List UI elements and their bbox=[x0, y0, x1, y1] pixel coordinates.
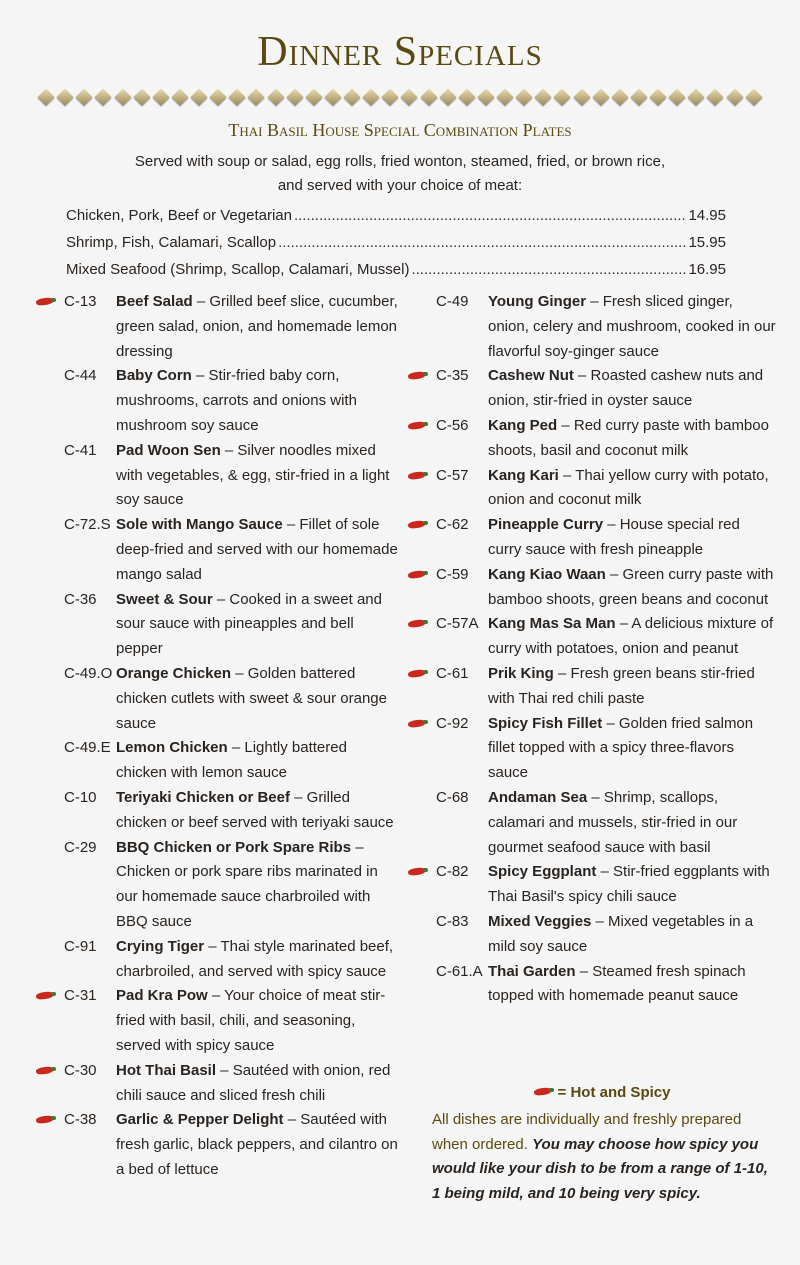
menu-item bbox=[406, 662, 776, 712]
item-code: C-68 bbox=[436, 788, 469, 806]
item-description bbox=[488, 712, 776, 786]
pepper-slot bbox=[406, 290, 436, 315]
leader-dots bbox=[294, 202, 686, 229]
item-detail: – Red curry paste with bamboo shoots, basil and coconut milk bbox=[488, 416, 769, 459]
pepper-slot bbox=[34, 736, 64, 761]
item-code: C-31 bbox=[64, 987, 97, 1005]
item-code: C-29 bbox=[64, 838, 97, 856]
item-code: C-92 bbox=[436, 714, 469, 732]
item-code: C-57 bbox=[436, 466, 469, 484]
menu-item bbox=[406, 786, 776, 860]
menu-item bbox=[34, 935, 400, 985]
diamond-ornament bbox=[152, 89, 169, 106]
pepper-slot bbox=[406, 960, 436, 985]
item-code: C-44 bbox=[64, 367, 97, 385]
item-code: C-13 bbox=[64, 293, 97, 310]
menu-item bbox=[34, 984, 400, 1058]
diamond-ornament bbox=[401, 89, 418, 106]
price-label: Shrimp, Fish, Calamari, Scallop bbox=[66, 234, 277, 251]
menu-item bbox=[34, 1059, 400, 1109]
item-description bbox=[488, 960, 776, 1010]
item-name: Andaman Sea bbox=[488, 788, 588, 806]
item-name: Hot Thai Basil bbox=[116, 1061, 217, 1079]
item-code: C-61 bbox=[436, 664, 469, 682]
menu-item bbox=[406, 612, 776, 662]
item-description bbox=[116, 736, 400, 786]
item-detail: – Silver noodles mixed with vegetables, & egg, stir-fried in a light soy sauce bbox=[116, 441, 390, 509]
diamond-ornament bbox=[420, 89, 437, 106]
pepper-slot bbox=[406, 712, 436, 737]
item-name: Kang Mas Sa Man bbox=[488, 615, 616, 633]
pepper-slot bbox=[406, 364, 436, 389]
item-description bbox=[488, 513, 776, 563]
item-description bbox=[116, 836, 400, 935]
item-code: C-41 bbox=[64, 441, 97, 459]
pepper-slot bbox=[34, 439, 64, 464]
chili-pepper-icon bbox=[408, 670, 428, 678]
menu-item bbox=[34, 290, 400, 364]
chili-pepper-icon bbox=[408, 720, 428, 728]
diamond-ornament bbox=[477, 89, 494, 106]
menu-item bbox=[406, 290, 776, 364]
item-name: Garlic & Pepper Delight bbox=[116, 1111, 284, 1129]
diamond-ornament bbox=[344, 89, 361, 106]
item-description bbox=[488, 786, 776, 860]
item-name: Pad Kra Pow bbox=[116, 987, 208, 1005]
decorative-border bbox=[40, 86, 760, 108]
item-description bbox=[488, 662, 776, 712]
diamond-ornament bbox=[745, 89, 762, 106]
menu-item bbox=[34, 1108, 400, 1182]
item-detail: – Roasted cashew nuts and onion, stir-fried in oyster sauce bbox=[488, 367, 764, 410]
item-detail: – Sautéed with onion, red chili sauce and sliced fresh chili bbox=[116, 1061, 391, 1104]
item-detail: – Mixed vegetables in a mild soy sauce bbox=[488, 912, 754, 955]
item-description bbox=[116, 513, 400, 587]
item-detail: – Thai style marinated beef, charbroiled, and served with spicy sauce bbox=[116, 937, 394, 980]
diamond-ornament bbox=[133, 89, 150, 106]
item-name: BBQ Chicken or Pork Spare Ribs bbox=[116, 838, 352, 856]
diamond-ornament bbox=[707, 89, 724, 106]
pepper-slot bbox=[406, 786, 436, 811]
item-description bbox=[488, 910, 776, 960]
item-code: C-62 bbox=[436, 516, 469, 534]
item-detail: – Shrimp, scallops, calamari and mussels, stir-fried in our gourmet seafood sauce with basil bbox=[488, 788, 738, 856]
menu-item bbox=[406, 712, 776, 786]
item-description bbox=[116, 1108, 400, 1182]
pepper-slot bbox=[406, 513, 436, 538]
item-description bbox=[116, 364, 400, 438]
menu-item bbox=[34, 588, 400, 662]
item-detail: – Cooked in a sweet and sour sauce with pineapples and bell pepper bbox=[116, 590, 382, 658]
diamond-ornament bbox=[229, 89, 246, 106]
price-label: Mixed Seafood (Shrimp, Scallop, Calamari, Mussel) bbox=[66, 261, 410, 278]
pepper-slot bbox=[34, 1059, 64, 1084]
menu-subtitle: Thai Basil House Special Combination Plates bbox=[228, 120, 572, 140]
item-detail: – Fresh green beans stir-fried with Thai red chili paste bbox=[488, 664, 755, 707]
diamond-ornament bbox=[57, 89, 74, 106]
item-detail: – House special red curry sauce with fresh pineapple bbox=[488, 516, 740, 558]
item-name: Kang Ped bbox=[488, 416, 558, 434]
item-detail: – Green curry paste with bamboo shoots, green beans and coconut bbox=[488, 565, 774, 608]
diamond-ornament bbox=[688, 89, 705, 106]
price-value: 15.95 bbox=[688, 234, 726, 251]
item-description bbox=[488, 464, 776, 514]
item-description bbox=[116, 662, 400, 736]
item-description bbox=[116, 984, 400, 1058]
menu-item bbox=[34, 439, 400, 513]
menu-item bbox=[34, 736, 400, 786]
item-detail: – Sautéed with fresh garlic, black peppers, and cilantro on a bed of lettuce bbox=[116, 1111, 398, 1178]
item-detail: – Stir-fried baby corn, mushrooms, carrots and onions with mushroom soy sauce bbox=[116, 367, 357, 434]
diamond-ornament bbox=[114, 89, 131, 106]
pepper-slot bbox=[34, 290, 64, 315]
menu-item bbox=[406, 860, 776, 910]
price-label: Chicken, Pork, Beef or Vegetarian bbox=[66, 207, 292, 224]
chili-pepper-icon bbox=[408, 868, 428, 876]
chili-pepper-icon bbox=[36, 1067, 56, 1075]
pepper-slot bbox=[34, 364, 64, 389]
item-name: Cashew Nut bbox=[488, 367, 574, 385]
chili-pepper-icon bbox=[408, 422, 428, 430]
menu-column-right bbox=[406, 290, 776, 1009]
item-code: C-61.A bbox=[436, 962, 483, 980]
pepper-slot bbox=[406, 414, 436, 439]
pepper-slot bbox=[34, 786, 64, 811]
pepper-slot bbox=[34, 1108, 64, 1133]
pepper-slot bbox=[34, 935, 64, 960]
diamond-ornament bbox=[171, 89, 188, 106]
chili-pepper-icon bbox=[408, 372, 428, 380]
menu-item bbox=[406, 414, 776, 464]
diamond-ornament bbox=[458, 89, 475, 106]
item-name: Kang Kari bbox=[488, 466, 559, 484]
item-code: C-30 bbox=[64, 1061, 97, 1079]
item-detail: – Lightly battered chicken with lemon sauce bbox=[116, 739, 347, 782]
item-detail: – Your choice of meat stir-fried with basil, chili, and seasoning, served with spicy sauce bbox=[116, 987, 386, 1054]
pepper-slot bbox=[406, 563, 436, 588]
item-name: Baby Corn bbox=[116, 367, 192, 385]
item-code: C-91 bbox=[64, 937, 97, 955]
menu-item bbox=[34, 513, 400, 587]
footer-note bbox=[432, 1108, 777, 1206]
pepper-slot bbox=[34, 984, 64, 1009]
price-row bbox=[66, 202, 726, 229]
price-row bbox=[66, 256, 726, 283]
pepper-slot bbox=[406, 910, 436, 935]
diamond-ornament bbox=[669, 89, 686, 106]
diamond-ornament bbox=[267, 89, 284, 106]
leader-dots bbox=[411, 256, 686, 283]
page-title: Dinner Specials bbox=[257, 29, 543, 75]
diamond-ornament bbox=[726, 89, 743, 106]
item-name: Teriyaki Chicken or Beef bbox=[116, 788, 290, 806]
diamond-ornament bbox=[516, 89, 533, 106]
item-description bbox=[488, 563, 776, 613]
item-description bbox=[116, 290, 400, 364]
diamond-ornament bbox=[630, 89, 647, 106]
pepper-slot bbox=[406, 612, 436, 637]
item-description bbox=[116, 935, 400, 985]
item-description bbox=[488, 414, 776, 464]
chili-pepper-icon bbox=[534, 1088, 554, 1096]
item-detail: – A delicious mixture of curry with potatoes, onion and peanut bbox=[488, 615, 774, 658]
diamond-ornament bbox=[554, 89, 571, 106]
item-code: C-49.O bbox=[64, 664, 113, 682]
pepper-slot bbox=[34, 662, 64, 687]
item-code: C-72.S bbox=[64, 516, 111, 534]
item-name: Spicy Fish Fillet bbox=[488, 714, 603, 732]
item-name: Mixed Veggies bbox=[488, 912, 592, 930]
menu-item bbox=[406, 364, 776, 414]
price-value: 16.95 bbox=[688, 261, 726, 278]
pepper-slot bbox=[406, 860, 436, 885]
item-name: Pineapple Curry bbox=[488, 516, 604, 534]
item-code: C-59 bbox=[436, 565, 469, 583]
item-description bbox=[488, 364, 776, 414]
diamond-ornament bbox=[191, 89, 208, 106]
item-code: C-56 bbox=[436, 416, 469, 434]
diamond-ornament bbox=[497, 89, 514, 106]
item-name: Spicy Eggplant bbox=[488, 863, 597, 881]
item-code: C-36 bbox=[64, 590, 97, 608]
item-code: C-82 bbox=[436, 863, 469, 881]
item-detail: – Thai yellow curry with potato, onion and coconut milk bbox=[488, 466, 769, 509]
item-name: Pad Woon Sen bbox=[116, 441, 221, 459]
intro-line: and served with your choice of meat: bbox=[277, 177, 523, 194]
item-detail: – Fresh sliced ginger, onion, celery and mushroom, cooked in our flavorful soy-ginger sauce bbox=[488, 293, 776, 360]
intro-text bbox=[60, 150, 740, 198]
item-code: C-57A bbox=[436, 615, 479, 633]
menu-item bbox=[34, 364, 400, 438]
price-value: 14.95 bbox=[688, 207, 726, 224]
item-name: Kang Kiao Waan bbox=[488, 565, 606, 583]
leader-dots bbox=[278, 229, 686, 256]
diamond-ornament bbox=[535, 89, 552, 106]
item-detail: – Grilled beef slice, cucumber, green salad, onion, and homemade lemon dressing bbox=[116, 293, 398, 360]
diamond-ornament bbox=[286, 89, 303, 106]
item-code: C-49.E bbox=[64, 739, 111, 757]
diamond-ornament bbox=[324, 89, 341, 106]
footer-spicy-note: You may choose how spicy you would like your dish to be from a range of 1-10, 1 being mild, and 10 being very spicy. bbox=[432, 1135, 768, 1202]
item-name: Prik King bbox=[488, 664, 554, 682]
menu-item bbox=[34, 836, 400, 935]
chili-pepper-icon bbox=[408, 571, 428, 579]
price-row bbox=[66, 229, 726, 256]
diamond-ornament bbox=[650, 89, 667, 106]
pepper-slot bbox=[406, 464, 436, 489]
item-code: C-49 bbox=[436, 293, 469, 310]
item-description bbox=[116, 439, 400, 513]
chili-pepper-icon bbox=[36, 298, 56, 306]
diamond-ornament bbox=[439, 89, 456, 106]
item-name: Beef Salad bbox=[116, 293, 193, 310]
menu-item bbox=[406, 563, 776, 613]
item-detail: – Stir-fried eggplants with Thai Basil's spicy chili sauce bbox=[488, 863, 770, 906]
item-name: Orange Chicken bbox=[116, 664, 232, 682]
menu-item bbox=[406, 513, 776, 563]
menu-column-left bbox=[34, 290, 400, 1183]
menu-item bbox=[406, 960, 776, 1010]
diamond-ornament bbox=[305, 89, 322, 106]
footer-plain-text: All dishes are individually and freshly prepared when ordered. bbox=[432, 1111, 742, 1153]
chili-pepper-icon bbox=[36, 1116, 56, 1124]
chili-pepper-icon bbox=[408, 620, 428, 628]
item-description bbox=[116, 588, 400, 662]
pepper-slot bbox=[34, 513, 64, 538]
diamond-ornament bbox=[210, 89, 227, 106]
diamond-ornament bbox=[248, 89, 265, 106]
menu-item bbox=[34, 662, 400, 736]
item-name: Crying Tiger bbox=[116, 937, 205, 955]
price-list bbox=[66, 202, 726, 283]
pepper-slot bbox=[406, 662, 436, 687]
item-code: C-35 bbox=[436, 367, 469, 385]
diamond-ornament bbox=[95, 89, 112, 106]
intro-line: Served with soup or salad, egg rolls, fried wonton, steamed, fried, or brown rice, bbox=[134, 153, 666, 170]
chili-pepper-icon bbox=[408, 521, 428, 529]
pepper-slot bbox=[34, 836, 64, 861]
menu-item bbox=[34, 786, 400, 836]
diamond-ornament bbox=[382, 89, 399, 106]
item-name: Lemon Chicken bbox=[116, 739, 228, 757]
item-code: C-38 bbox=[64, 1111, 97, 1129]
diamond-ornament bbox=[573, 89, 590, 106]
menu-item bbox=[406, 910, 776, 960]
pepper-slot bbox=[34, 588, 64, 613]
diamond-ornament bbox=[38, 89, 55, 106]
diamond-ornament bbox=[592, 89, 609, 106]
item-description bbox=[116, 786, 400, 836]
spicy-legend bbox=[432, 1084, 772, 1101]
item-detail: – Fillet of sole deep-fried and served with our homemade mango salad bbox=[116, 516, 398, 583]
diamond-ornament bbox=[363, 89, 380, 106]
item-detail: – Steamed fresh spinach topped with homemade peanut sauce bbox=[488, 962, 746, 1005]
item-name: Sweet & Sour bbox=[116, 590, 213, 608]
item-detail: – Golden battered chicken cutlets with sweet & sour orange sauce bbox=[116, 664, 387, 732]
legend-label: = Hot and Spicy bbox=[557, 1084, 671, 1101]
item-name: Thai Garden bbox=[488, 962, 576, 980]
item-description bbox=[488, 290, 776, 364]
item-code: C-10 bbox=[64, 788, 97, 806]
diamond-ornament bbox=[76, 89, 93, 106]
item-detail: – Golden fried salmon fillet topped with a spicy three-flavors sauce bbox=[488, 714, 754, 782]
item-description bbox=[116, 1059, 400, 1109]
chili-pepper-icon bbox=[408, 472, 428, 480]
item-description bbox=[488, 612, 776, 662]
item-name: Sole with Mango Sauce bbox=[116, 516, 283, 534]
item-name: Young Ginger bbox=[488, 293, 587, 310]
item-detail: – Grilled chicken or beef served with teriyaki sauce bbox=[116, 788, 394, 831]
item-description bbox=[488, 860, 776, 910]
item-detail: – Chicken or pork spare ribs marinated in our homemade sauce charbroiled with BBQ sauce bbox=[116, 838, 378, 930]
menu-item bbox=[406, 464, 776, 514]
diamond-ornament bbox=[611, 89, 628, 106]
item-code: C-83 bbox=[436, 912, 469, 930]
chili-pepper-icon bbox=[36, 992, 56, 1000]
